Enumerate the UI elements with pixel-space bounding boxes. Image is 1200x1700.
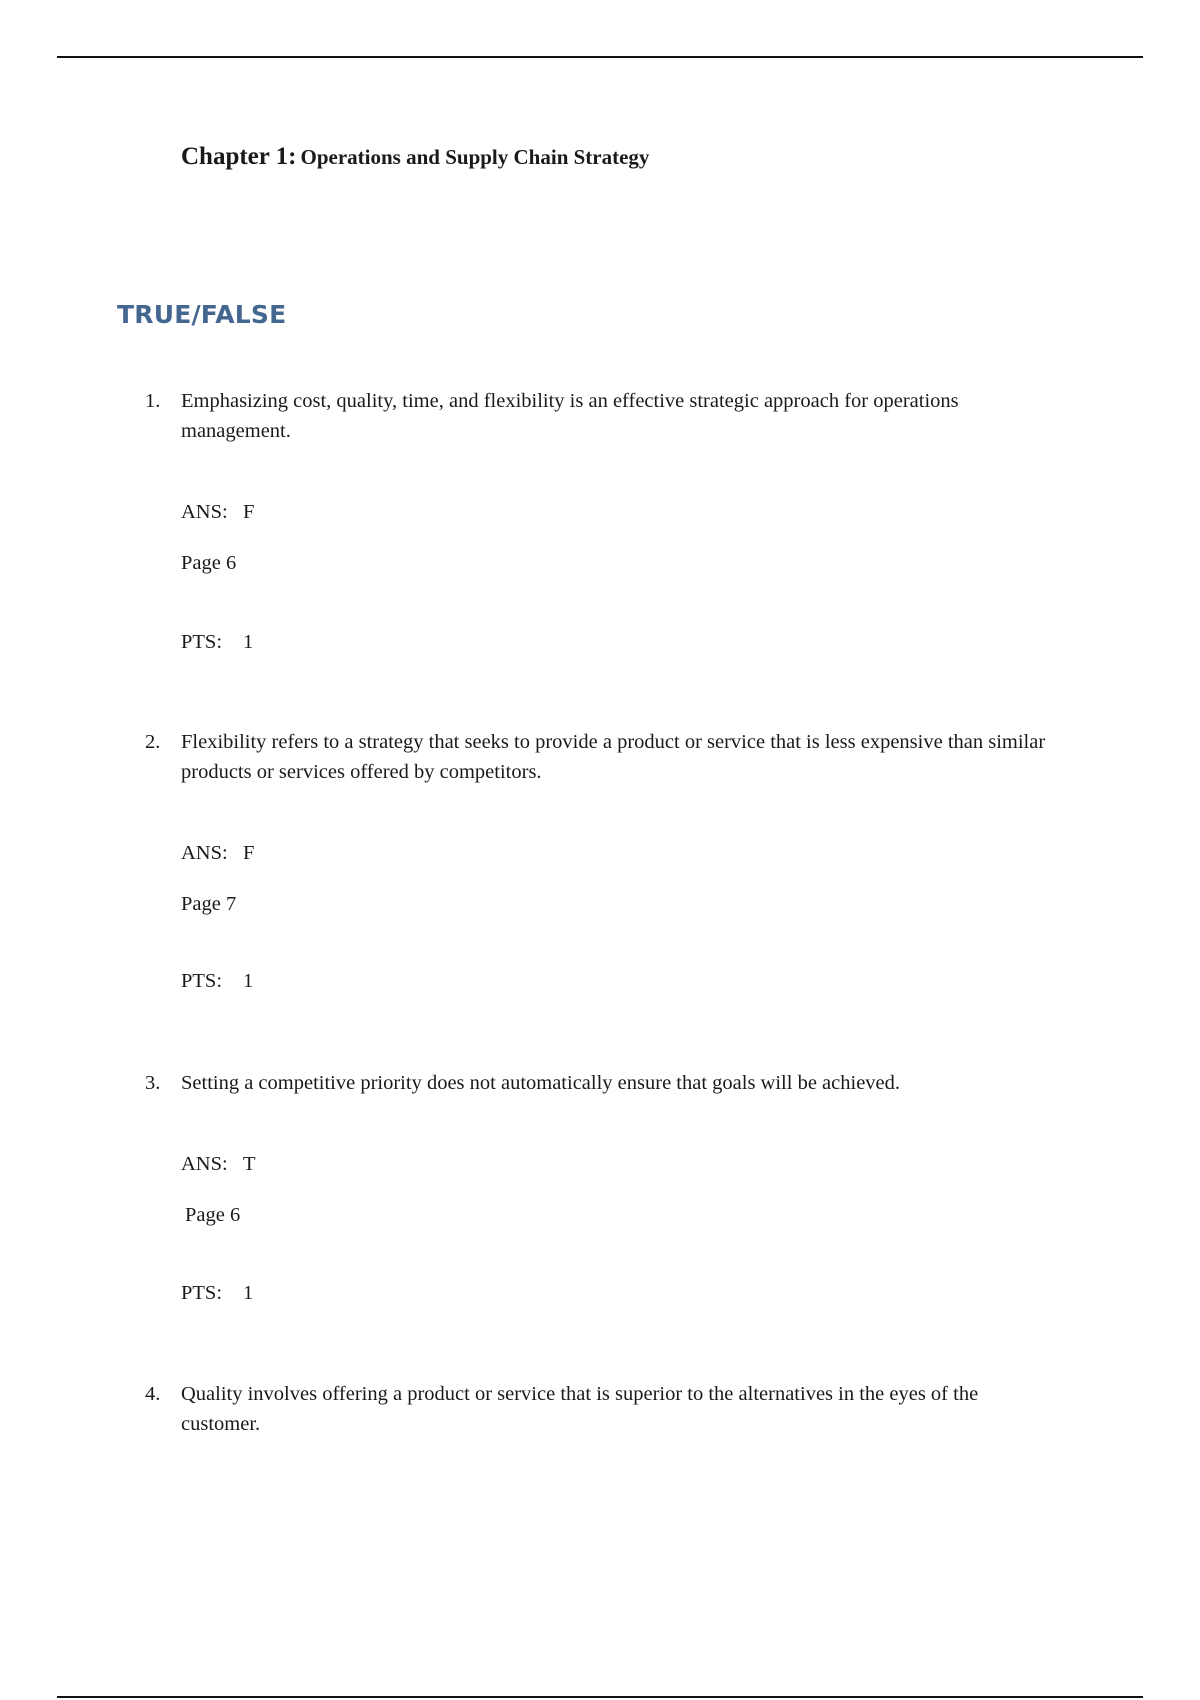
answer-label: ANS:	[181, 1153, 228, 1175]
answer-value: F	[243, 842, 255, 864]
question-text: Setting a competitive priority does not automatically ensure that goals will be achieved.	[181, 1072, 901, 1094]
question-number: 4.	[145, 1383, 161, 1405]
answer-label: ANS:	[181, 501, 228, 523]
page-reference: Page 7	[181, 893, 237, 915]
points-line	[181, 627, 253, 657]
points-line	[181, 1278, 253, 1308]
points-value: 1	[243, 1282, 254, 1304]
question-number: 2.	[145, 731, 161, 753]
points-value: 1	[243, 970, 254, 992]
page-reference: Page 6	[185, 1204, 241, 1226]
question-text: Flexibility refers to a strategy that seeks to provide a product or service that is less expensive than similar products or services offered by competitors.	[181, 731, 1046, 783]
answer-label: ANS:	[181, 842, 228, 864]
bottom-rule	[57, 1696, 1143, 1698]
points-value: 1	[243, 631, 254, 653]
section-heading: TRUE/FALSE	[117, 300, 287, 329]
answer-value: F	[243, 501, 255, 523]
answer-line	[181, 1149, 256, 1179]
chapter-label: Chapter 1:	[181, 143, 297, 170]
points-label: PTS:	[181, 970, 223, 992]
answer-line	[181, 497, 254, 527]
question-text: Quality involves offering a product or service that is superior to the alternatives in the eyes of the customer.	[181, 1383, 979, 1435]
answer-value: T	[243, 1153, 256, 1175]
points-label: PTS:	[181, 631, 223, 653]
question-number: 1.	[145, 390, 161, 412]
top-rule	[57, 56, 1143, 58]
answer-line	[181, 838, 254, 868]
chapter-title: Operations and Supply Chain Strategy	[300, 145, 650, 169]
page-reference: Page 6	[181, 552, 237, 574]
points-line	[181, 966, 253, 996]
points-label: PTS:	[181, 1282, 223, 1304]
chapter-heading	[181, 143, 649, 171]
question-text: Emphasizing cost, quality, time, and flexibility is an effective strategic approach for operations management.	[181, 390, 959, 442]
question-number: 3.	[145, 1072, 161, 1094]
